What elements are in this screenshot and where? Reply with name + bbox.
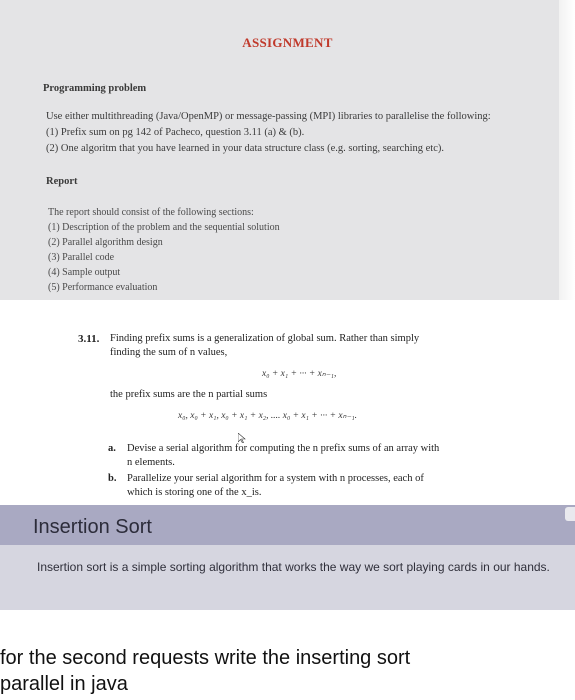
question-line-2: parallel in java xyxy=(0,673,128,695)
report-line-1: The report should consist of the following sections: xyxy=(48,207,254,218)
partial-sums-line: the prefix sums are the n partial sums xyxy=(110,389,268,400)
report-line-5: (4) Sample output xyxy=(48,267,121,278)
report-line-3: (2) Parallel algorithm design xyxy=(48,237,163,248)
report-line-4: (3) Parallel code xyxy=(48,252,115,263)
item-a-line-1: Devise a serial algorithm for computing the n prefix sums of an array with xyxy=(127,443,440,454)
item-b-letter: b. xyxy=(108,473,117,484)
item-b-line-2: which is storing one of the x_is. xyxy=(127,487,262,498)
insertion-sort-title: Insertion Sort xyxy=(33,516,152,538)
programming-line-1: Use either multithreading (Java/OpenMP) or message-passing (MPI) libraries to parallelise the following: xyxy=(46,111,491,122)
question-text xyxy=(0,645,575,697)
partial-sums-formula: x₀, x₀ + x₁, x₀ + x₁ + x₂, .... x₀ + x₁ + ··· + xₙ₋₁. xyxy=(178,411,358,421)
exercise-number: 3.11. xyxy=(78,333,100,345)
item-a-letter: a. xyxy=(108,443,116,454)
programming-line-2: (1) Prefix sum on pg 142 of Pacheco, question 3.11 (a) & (b). xyxy=(46,127,305,138)
assignment-title: ASSIGNMENT xyxy=(242,35,333,50)
programming-heading: Programming problem xyxy=(43,83,147,94)
cursor-icon xyxy=(238,433,246,443)
exercise-intro-line-2: finding the sum of n values, xyxy=(110,347,228,358)
report-line-2: (1) Description of the problem and the sequential solution xyxy=(48,222,280,233)
report-heading: Report xyxy=(46,176,78,187)
item-b-line-1: Parallelize your serial algorithm for a system with n processes, each of xyxy=(127,473,424,484)
report-line-6: (5) Performance evaluation xyxy=(48,282,158,293)
insertion-sort-description: Insertion sort is a simple sorting algorithm that works the way we sort playing cards in our hands. xyxy=(37,560,550,574)
scroll-handle[interactable] xyxy=(565,507,575,521)
programming-line-3: (2) One algoritm that you have learned in your data structure class (e.g. sorting, searching etc). xyxy=(46,143,444,154)
exercise-intro-line-1: Finding prefix sums is a generalization of global sum. Rather than simply xyxy=(110,333,420,344)
insertion-sort-panel xyxy=(0,505,575,610)
sum-formula: x₀ + x₁ + ··· + xₙ₋₁, xyxy=(262,369,337,379)
insertion-sort-header xyxy=(0,505,575,545)
question-line-1: for the second requests write the inserting sort xyxy=(0,647,411,669)
item-a-line-2: n elements. xyxy=(127,457,175,468)
